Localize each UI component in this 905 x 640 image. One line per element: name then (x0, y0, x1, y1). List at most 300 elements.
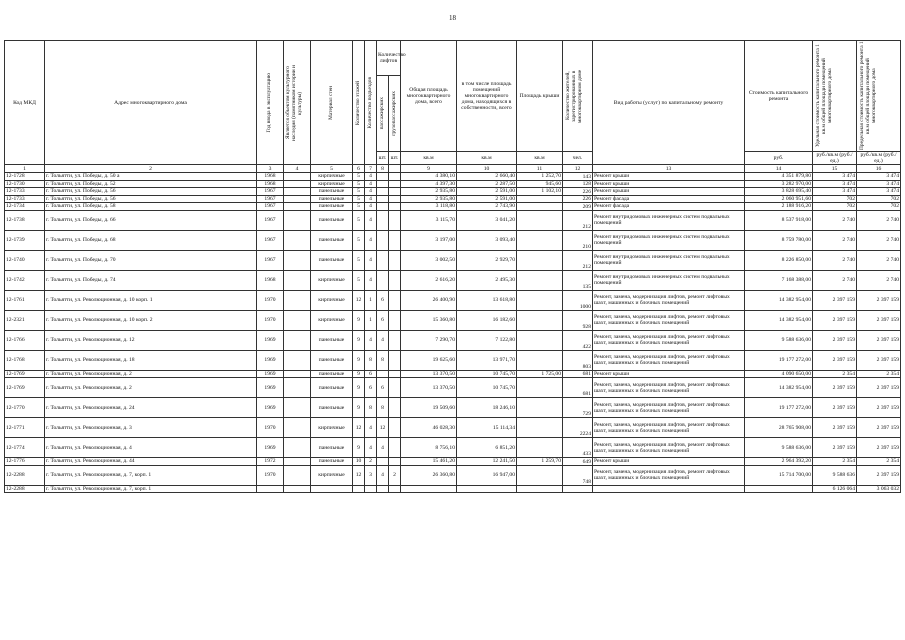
table-row (5, 188, 901, 196)
unit-limit-cost: руб./кв.м (руб./ед.) (857, 152, 901, 165)
cell-code: 12-2288 (5, 465, 45, 485)
cell-residents: 212 (563, 210, 593, 230)
col-index: 5 (311, 165, 353, 173)
cell-residents: 143 (563, 173, 593, 181)
cell-area-total (401, 485, 457, 493)
cell-material: панельные (311, 398, 353, 418)
cell-limit-cost: 2 397 159 (857, 438, 901, 458)
col-index: 15 (813, 165, 857, 173)
header-material (311, 41, 353, 165)
cell-cost: 3 282 970,00 (745, 180, 813, 188)
cell-year: 1968 (257, 173, 284, 181)
table-row (5, 465, 901, 485)
cell-area-total: 4 380,10 (401, 173, 457, 181)
cell-area-total: 3 197,00 (401, 230, 457, 250)
cell-entrances: 4 (365, 418, 377, 438)
cell-year: 1968 (257, 180, 284, 188)
cell-residents: 422 (563, 330, 593, 350)
cell-code: 12-2321 (5, 310, 45, 330)
cell-unit-cost: 2 397 159 (813, 398, 857, 418)
cell-unit-cost: 3 474 (813, 188, 857, 196)
cell-roof: 945,60 (517, 180, 563, 188)
cell-work: Ремонт, замена, модернизация лифтов, ремонт лифтовых шахт, машинных и блочных помещений (593, 465, 745, 485)
cell-entrances: 4 (365, 195, 377, 203)
cell-area-living: 13 618,80 (457, 290, 517, 310)
cell-lifts-pass (377, 188, 389, 196)
cell-heritage (284, 250, 311, 270)
cell-unit-cost: 2 397 159 (813, 290, 857, 310)
cell-unit-cost: 2 740 (813, 270, 857, 290)
cell-floors: 9 (353, 310, 365, 330)
cell-area-living: 3 041,20 (457, 210, 517, 230)
header-year (257, 41, 284, 165)
cell-area-living: 2 929,70 (457, 250, 517, 270)
cell-heritage (284, 210, 311, 230)
cell-address: г. Тольятти, ул. Победы, д. 70 (45, 250, 257, 270)
header-floors-text: Количество этажей (354, 80, 361, 125)
cell-code: 12-1740 (5, 250, 45, 270)
cell-floors: 9 (353, 398, 365, 418)
cell-address: г. Тольятти, ул. Революционная, д. 7, корп. 1 (45, 485, 257, 493)
unit-roof: кв.м (517, 152, 563, 165)
cell-address: г. Тольятти, ул. Революционная, д. 2 (45, 378, 257, 398)
cell-code: 12-1734 (5, 203, 45, 211)
cell-roof (517, 330, 563, 350)
cell-work: Ремонт, замена, модернизация лифтов, ремонт лифтовых шахт, машинных и блочных помещений (593, 438, 745, 458)
cell-address: г. Тольятти, ул. Революционная, д. 4 (45, 438, 257, 458)
cell-address: г. Тольятти, ул. Революционная, д. 18 (45, 350, 257, 370)
cell-entrances: 8 (365, 350, 377, 370)
cell-year: 1967 (257, 195, 284, 203)
cell-residents: 748 (563, 465, 593, 485)
table-body (5, 173, 901, 493)
header-lifts-cargo (389, 75, 401, 151)
cell-address: г. Тольятти, ул. Победы, д. 52 (45, 180, 257, 188)
cell-unit-cost: 3 474 (813, 173, 857, 181)
cell-heritage (284, 465, 311, 485)
cell-heritage (284, 290, 311, 310)
header-lifts: Количество лифтов (377, 41, 401, 76)
cell-lifts-pass: 4 (377, 330, 389, 350)
cell-area-total: 13 370,50 (401, 370, 457, 378)
header-heritage-text: Является объектом культурного наследия (памятником истории и культуры) (285, 64, 303, 141)
cell-roof (517, 378, 563, 398)
cell-entrances: 3 (365, 465, 377, 485)
cell-material: панельные (311, 438, 353, 458)
cell-roof (517, 203, 563, 211)
cell-cost: 14 382 954,00 (745, 310, 813, 330)
cell-lifts-cargo (389, 250, 401, 270)
cell-material (311, 485, 353, 493)
cell-heritage (284, 418, 311, 438)
cell-area-total: 15 461,20 (401, 458, 457, 466)
cell-address: г. Тольятти, ул. Революционная, д. 44 (45, 458, 257, 466)
cell-lifts-pass: 8 (377, 398, 389, 418)
cell-area-total: 8 756,10 (401, 438, 457, 458)
cell-year: 1968 (257, 270, 284, 290)
cell-work (593, 485, 745, 493)
cell-limit-cost: 2 740 (857, 210, 901, 230)
cell-residents: 681 (563, 370, 593, 378)
cell-lifts-cargo (389, 173, 401, 181)
cell-lifts-pass (377, 458, 389, 466)
table-row (5, 418, 901, 438)
cell-year: 1969 (257, 378, 284, 398)
cell-cost: 14 382 954,00 (745, 290, 813, 310)
cell-heritage (284, 458, 311, 466)
cell-lifts-cargo (389, 350, 401, 370)
cell-year: 1967 (257, 203, 284, 211)
header-year-text: Год ввода в эксплуатацию (266, 72, 273, 133)
unit-unit-cost: руб./кв.м (руб./ед.) (813, 152, 857, 165)
cell-floors: 5 (353, 173, 365, 181)
cell-material: панельные (311, 203, 353, 211)
cell-limit-cost: 2 397 159 (857, 398, 901, 418)
header-lifts-pass (377, 75, 389, 151)
header-code: Код МКД (5, 41, 45, 165)
cell-area-living: 16 947,00 (457, 465, 517, 485)
cell-entrances: 8 (365, 398, 377, 418)
table-row (5, 330, 901, 350)
unit-residents: чел. (563, 152, 593, 165)
cell-cost (745, 485, 813, 493)
cell-lifts-cargo (389, 203, 401, 211)
col-index: 14 (745, 165, 813, 173)
header-work: Вид работы (услуг) по капитальному ремонту (593, 41, 745, 165)
cell-address: г. Тольятти, ул. Революционная, д. 3 (45, 418, 257, 438)
cell-entrances: 4 (365, 438, 377, 458)
cell-year: 1970 (257, 310, 284, 330)
cell-unit-cost: 2 397 159 (813, 350, 857, 370)
cell-entrances: 4 (365, 270, 377, 290)
cell-residents: 729 (563, 398, 593, 418)
cell-limit-cost: 2 397 159 (857, 330, 901, 350)
cell-floors: 9 (353, 438, 365, 458)
cell-unit-cost: 2 354 (813, 370, 857, 378)
cell-work: Ремонт, замена, модернизация лифтов, ремонт лифтовых шахт, машинных и блочных помещений (593, 310, 745, 330)
cell-heritage (284, 398, 311, 418)
cell-work: Ремонт внутридомовых инженерных систем подвальных помещений (593, 270, 745, 290)
header-unit-cost (813, 41, 857, 152)
cell-area-total: 26 360,80 (401, 465, 457, 485)
header-cost: Стоимость капитального ремонта (745, 41, 813, 152)
cell-year: 1970 (257, 290, 284, 310)
cell-code: 12-1769 (5, 370, 45, 378)
cell-floors: 5 (353, 230, 365, 250)
col-index: 6 (353, 165, 365, 173)
cell-unit-cost: 2 740 (813, 210, 857, 230)
cell-address: г. Тольятти, ул. Победы, д. 50 а (45, 173, 257, 181)
header-area-total: Общая площадь многоквартирного дома, всего (401, 41, 457, 152)
cell-material: панельные (311, 370, 353, 378)
cell-material: панельные (311, 210, 353, 230)
cell-entrances: 6 (365, 370, 377, 378)
cell-roof (517, 195, 563, 203)
cell-limit-cost: 2 740 (857, 230, 901, 250)
cell-lifts-cargo: 2 (389, 465, 401, 485)
header-lifts-pass-text: пассажирских (378, 97, 385, 130)
cell-cost: 7 168 388,00 (745, 270, 813, 290)
cell-material: кирпичные (311, 173, 353, 181)
cell-floors: 9 (353, 330, 365, 350)
cell-unit-cost: 2 397 159 (813, 330, 857, 350)
cell-area-total: 3 002,50 (401, 250, 457, 270)
cell-roof (517, 438, 563, 458)
cell-area-total: 4 397,30 (401, 180, 457, 188)
cell-area-living: 3 093,40 (457, 230, 517, 250)
repair-program-table (4, 40, 901, 493)
cell-lifts-cargo (389, 438, 401, 458)
cell-code: 12-1770 (5, 398, 45, 418)
cell-limit-cost: 2 397 159 (857, 350, 901, 370)
cell-roof (517, 310, 563, 330)
header-material-text: Материал стен (327, 85, 334, 120)
col-index: 9 (401, 165, 457, 173)
cell-code: 12-1769 (5, 378, 45, 398)
col-index: 2 (45, 165, 257, 173)
header-residents-text: Количество жителей, зарегистрированных в многоквартирном доме (564, 69, 583, 123)
cell-material: кирпичные (311, 290, 353, 310)
cell-residents: 433 (563, 438, 593, 458)
cell-material: кирпичные (311, 310, 353, 330)
cell-roof: 1 252,70 (517, 173, 563, 181)
cell-unit-cost: 3 474 (813, 180, 857, 188)
table-row (5, 210, 901, 230)
cell-work: Ремонт, замена, модернизация лифтов, ремонт лифтовых шахт, машинных и блочных помещений (593, 330, 745, 350)
header-heritage (284, 41, 311, 165)
table-row (5, 458, 901, 466)
cell-address: г. Тольятти, ул. Победы, д. 58 (45, 203, 257, 211)
cell-lifts-cargo (389, 330, 401, 350)
cell-address: г. Тольятти, ул. Победы, д. 56 (45, 188, 257, 196)
cell-lifts-pass: 4 (377, 438, 389, 458)
cell-residents (563, 485, 593, 493)
cell-year: 1970 (257, 418, 284, 438)
cell-entrances (365, 485, 377, 493)
col-index: 1 (5, 165, 45, 173)
cell-work: Ремонт внутридомовых инженерных систем подвальных помещений (593, 210, 745, 230)
cell-address: г. Тольятти, ул. Революционная, д. 2 (45, 370, 257, 378)
header-floors (353, 41, 365, 165)
cell-entrances: 1 (365, 310, 377, 330)
cell-lifts-pass (377, 203, 389, 211)
cell-material: панельные (311, 458, 353, 466)
cell-roof (517, 485, 563, 493)
cell-work: Ремонт крыши (593, 180, 745, 188)
table-row (5, 230, 901, 250)
cell-lifts-pass (377, 195, 389, 203)
cell-area-total: 2 935,80 (401, 188, 457, 196)
cell-floors: 9 (353, 370, 365, 378)
cell-residents: 1000 (563, 290, 593, 310)
cell-material: панельные (311, 250, 353, 270)
cell-area-total: 7 290,70 (401, 330, 457, 350)
cell-work: Ремонт внутридомовых инженерных систем подвальных помещений (593, 250, 745, 270)
cell-work: Ремонт крыши (593, 370, 745, 378)
cell-area-living: 2 660,40 (457, 173, 517, 181)
cell-address: г. Тольятти, ул. Победы, д. 56 (45, 195, 257, 203)
cell-area-living: 12 241,50 (457, 458, 517, 466)
cell-lifts-cargo (389, 270, 401, 290)
cell-lifts-pass: 6 (377, 378, 389, 398)
cell-code: 12-1739 (5, 230, 45, 250)
cell-floors: 5 (353, 210, 365, 230)
cell-floors: 5 (353, 270, 365, 290)
cell-unit-cost: 702 (813, 203, 857, 211)
cell-lifts-pass (377, 370, 389, 378)
cell-area-total: 13 370,50 (401, 378, 457, 398)
cell-year: 1967 (257, 250, 284, 270)
cell-roof (517, 418, 563, 438)
col-index: 8 (377, 165, 389, 173)
cell-floors: 9 (353, 378, 365, 398)
header-entrances-text: Количество подъездов (366, 76, 373, 129)
cell-year: 1967 (257, 230, 284, 250)
header-lifts-cargo-text: грузопассажирских (390, 91, 397, 136)
cell-year: 1969 (257, 438, 284, 458)
cell-lifts-cargo (389, 378, 401, 398)
cell-area-living: 6 851,20 (457, 438, 517, 458)
cell-limit-cost: 2 397 159 (857, 310, 901, 330)
cell-work: Ремонт фасада (593, 195, 745, 203)
cell-roof (517, 270, 563, 290)
cell-heritage (284, 188, 311, 196)
cell-material: кирпичные (311, 465, 353, 485)
table-row (5, 398, 901, 418)
cell-limit-cost: 2 397 159 (857, 418, 901, 438)
cell-unit-cost: 2 740 (813, 250, 857, 270)
cell-work: Ремонт крыши (593, 173, 745, 181)
header-area-living: в том числе площадь помещений многоквартирного дома, находящихся в собственности, всего (457, 41, 517, 152)
cell-work: Ремонт, замена, модернизация лифтов, ремонт лифтовых шахт, машинных и блочных помещений (593, 350, 745, 370)
cell-address: г. Тольятти, ул. Революционная, д. 24 (45, 398, 257, 418)
cell-limit-cost: 3 474 (857, 173, 901, 181)
cell-lifts-cargo (389, 188, 401, 196)
cell-lifts-cargo (389, 458, 401, 466)
cell-roof: 1 259,70 (517, 458, 563, 466)
header-unit-cost-text: Удельная стоимость капитального ремонта 1 кв.м общей площади помещений многоквартирного дома (814, 44, 833, 148)
cell-address: г. Тольятти, ул. Революционная, д. 7, корп. 1 (45, 465, 257, 485)
cell-material: панельные (311, 230, 353, 250)
cell-residents: 2224 (563, 418, 593, 438)
cell-roof (517, 350, 563, 370)
cell-work: Ремонт фасада (593, 203, 745, 211)
cell-lifts-pass (377, 270, 389, 290)
cell-work: Ремонт, замена, модернизация лифтов, ремонт лифтовых шахт, машинных и блочных помещений (593, 290, 745, 310)
cell-work: Ремонт, замена, модернизация лифтов, ремонт лифтовых шахт, машинных и блочных помещений (593, 378, 745, 398)
cell-material: кирпичные (311, 270, 353, 290)
cell-cost: 3 828 695,40 (745, 188, 813, 196)
table-row (5, 370, 901, 378)
unit-area-living: кв.м (457, 152, 517, 165)
cell-material: панельные (311, 188, 353, 196)
cell-limit-cost: 702 (857, 195, 901, 203)
col-index: 11 (517, 165, 563, 173)
cell-code: 12-1776 (5, 458, 45, 466)
table-row (5, 250, 901, 270)
cell-floors: 5 (353, 188, 365, 196)
cell-lifts-pass: 6 (377, 310, 389, 330)
cell-material: панельные (311, 350, 353, 370)
cell-floors: 12 (353, 418, 365, 438)
cell-roof (517, 398, 563, 418)
cell-residents: 135 (563, 270, 593, 290)
cell-lifts-cargo (389, 180, 401, 188)
cell-lifts-cargo (389, 230, 401, 250)
col-index: 12 (563, 165, 593, 173)
cell-material: кирпичные (311, 418, 353, 438)
cell-residents: 226 (563, 195, 593, 203)
cell-limit-cost: 3 063 032 (857, 485, 901, 493)
cell-roof (517, 250, 563, 270)
cell-cost: 4 090 650,00 (745, 370, 813, 378)
cell-year: 1967 (257, 188, 284, 196)
table-row (5, 270, 901, 290)
cell-code: 12-1742 (5, 270, 45, 290)
cell-heritage (284, 173, 311, 181)
cell-residents: 212 (563, 250, 593, 270)
cell-address: г. Тольятти, ул. Победы, д. 66 (45, 210, 257, 230)
cell-area-total: 46 028,30 (401, 418, 457, 438)
col-index: 16 (857, 165, 901, 173)
cell-cost: 8 226 850,00 (745, 250, 813, 270)
cell-lifts-pass: 8 (377, 350, 389, 370)
cell-material: кирпичные (311, 180, 353, 188)
cell-area-total: 19 509,60 (401, 398, 457, 418)
header-limit-cost-text: Предельная стоимость капитального ремонта 1 кв.м общей площади помещений многоквартирного дома (858, 41, 877, 151)
cell-heritage (284, 195, 311, 203)
cell-roof (517, 210, 563, 230)
cell-lifts-cargo (389, 210, 401, 230)
cell-lifts-cargo (389, 310, 401, 330)
cell-material: панельные (311, 330, 353, 350)
cell-roof (517, 290, 563, 310)
cell-limit-cost: 3 474 (857, 188, 901, 196)
table-row (5, 378, 901, 398)
table-row (5, 438, 901, 458)
cell-cost: 8 759 780,00 (745, 230, 813, 250)
cell-area-total: 15 360,80 (401, 310, 457, 330)
cell-lifts-cargo (389, 418, 401, 438)
col-index: 4 (284, 165, 311, 173)
cell-limit-cost: 2 397 159 (857, 465, 901, 485)
cell-cost: 28 765 908,00 (745, 418, 813, 438)
cell-heritage (284, 230, 311, 250)
cell-floors: 9 (353, 350, 365, 370)
cell-area-living: 13 971,70 (457, 350, 517, 370)
cell-code: 12-1771 (5, 418, 45, 438)
unit-lifts-cargo: шт. (389, 152, 401, 165)
cell-cost: 15 714 700,00 (745, 465, 813, 485)
cell-area-living (457, 485, 517, 493)
cell-area-living: 2 591,00 (457, 188, 517, 196)
cell-year: 1967 (257, 210, 284, 230)
cell-unit-cost: 2 740 (813, 230, 857, 250)
table-row (5, 350, 901, 370)
cell-residents: 803 (563, 350, 593, 370)
cell-year: 1969 (257, 398, 284, 418)
cell-area-total: 19 625,60 (401, 350, 457, 370)
cell-floors: 5 (353, 250, 365, 270)
cell-heritage (284, 270, 311, 290)
cell-entrances: 4 (365, 203, 377, 211)
cell-cost: 14 382 954,00 (745, 378, 813, 398)
cell-address: г. Тольятти, ул. Революционная, д. 10 корп. 2 (45, 310, 257, 330)
cell-residents: 226 (563, 188, 593, 196)
cell-limit-cost: 2 354 (857, 458, 901, 466)
cell-entrances: 6 (365, 378, 377, 398)
cell-lifts-cargo (389, 195, 401, 203)
